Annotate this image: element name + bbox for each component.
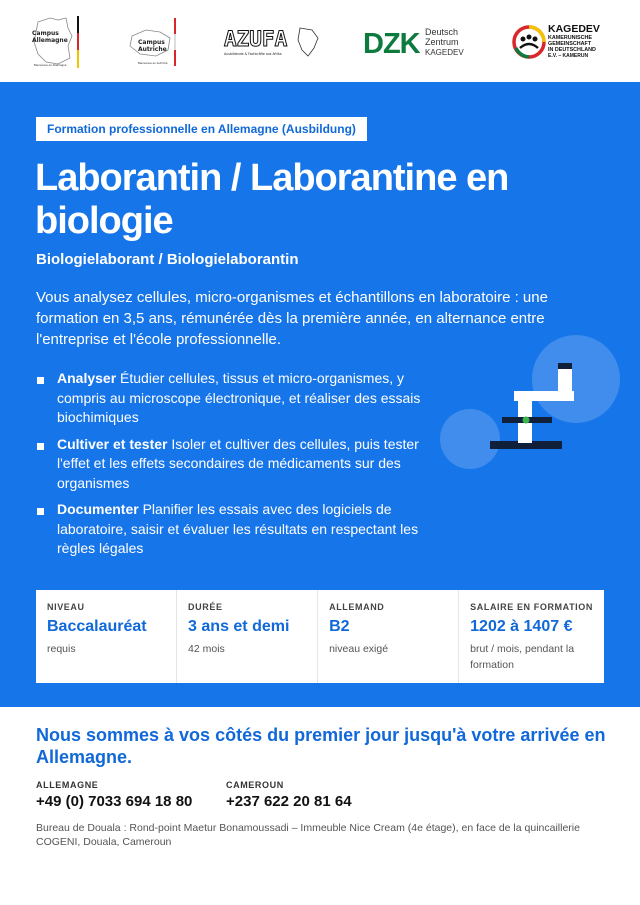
logo-wordmark: AZUFA	[224, 27, 288, 51]
logo-wordmark: DZK	[363, 28, 420, 58]
fact-value: 3 ans et demi	[188, 618, 290, 635]
task-text: Étudier cellules, tissus et micro-organismes, y compris au microscope électronique, et réaliser des essais biochimiques	[57, 370, 421, 425]
fact-duration	[177, 590, 318, 683]
category-badge: Formation professionnelle en Allemagne (Ausbildung)	[36, 117, 367, 141]
tagline: Nous sommes à vos côtés du premier jour jusqu'à votre arrivée en Allemagne.	[36, 725, 606, 767]
logo-text: Autriche	[138, 46, 167, 53]
logo-caption: Bienvenue en Autriche	[138, 62, 168, 65]
logo-text: Campus	[32, 30, 59, 37]
list-item	[36, 369, 436, 428]
fact-value: B2	[329, 618, 350, 635]
campus-autriche-logo	[126, 16, 180, 68]
logo-text: GEMEINSCHAFT	[548, 41, 592, 47]
fact-value: 1202 à 1407 €	[470, 618, 573, 635]
fact-salary	[459, 590, 604, 683]
bullet-square-icon	[37, 443, 44, 450]
fact-german	[318, 590, 459, 683]
fact-value: Baccalauréat	[47, 618, 147, 635]
list-item	[36, 435, 436, 494]
task-text: Isoler et cultiver des cellules, puis tester l'effet et les effets secondaires de médicaments sur des organismes	[57, 435, 419, 491]
logo-text: E.V. – KAMERUN	[548, 53, 589, 59]
logo-text: KAMERUNISCHE	[548, 35, 593, 41]
office-address: Bureau de Douala : Rond-point Maetur Bonamoussadi – Immeuble Nice Cream (4e étage), en face de la quincaillerie COGENI, Douala, Cameroun	[36, 822, 580, 848]
fact-note: 42 mois	[188, 643, 225, 655]
fact-level	[36, 590, 177, 683]
phone-number[interactable]: +237 622 20 81 64	[226, 793, 352, 810]
hero-section	[0, 82, 640, 707]
task-list	[36, 369, 436, 566]
logo-wordmark: KAGEDEV	[548, 23, 600, 35]
task-title: Cultiver et tester	[57, 435, 168, 452]
contact-label: CAMEROUN	[226, 780, 284, 790]
task-title: Analyser	[57, 370, 117, 386]
fact-note: brut / mois, pendant la formation	[470, 643, 575, 671]
bullet-square-icon	[37, 377, 44, 384]
task-title: Documenter	[57, 501, 139, 517]
fact-label: SALAIRE EN FORMATION	[470, 602, 593, 612]
logo-text: IN DEUTSCHLAND	[548, 47, 596, 53]
fact-note: niveau exigé	[329, 643, 389, 655]
fact-label: NIVEAU	[47, 602, 85, 612]
fact-note: requis	[47, 643, 76, 655]
logo-text: KAGEDEV	[425, 48, 464, 57]
logo-caption: Ausbildende & Fachkräfte aus Afrika	[224, 52, 282, 56]
page-subtitle: Biologielaborant / Biologielaborantin	[36, 251, 299, 268]
logo-text: Zentrum	[425, 37, 459, 47]
partner-logos	[0, 0, 640, 82]
contact-cameroon	[226, 780, 352, 810]
campus-allemagne-logo	[28, 14, 84, 70]
fact-label: DURÉE	[188, 602, 223, 612]
intro-text: Vous analysez cellules, micro-organismes et échantillons en laboratoire : une formation en 3,5 ans, rémunérée dès la première année, en alternance entre l'entreprise et l'école professionnelle.	[36, 289, 548, 348]
list-item	[36, 500, 436, 559]
logo-caption: Bienvenue en Allemagne	[34, 64, 67, 67]
key-facts	[36, 590, 604, 683]
logo-text: Campus	[138, 39, 165, 46]
contact-germany	[36, 780, 192, 810]
kagedev-logo	[511, 20, 611, 64]
page-title: Laborantin / Laborantine en biologie	[35, 157, 509, 242]
task-text: Planifier les essais avec des logiciels de laboratoire, saisir et évaluer les résultats en respectant les règles légales	[57, 501, 419, 556]
bullet-square-icon	[37, 508, 44, 515]
dzk-logo	[363, 26, 469, 58]
contact-label: ALLEMAGNE	[36, 780, 99, 790]
contact-section	[0, 707, 640, 905]
azufa-logo	[222, 24, 322, 60]
logo-text: Deutsch	[425, 27, 459, 37]
microscope-icon	[438, 327, 628, 477]
fact-label: ALLEMAND	[329, 602, 385, 612]
phone-number[interactable]: +49 (0) 7033 694 18 80	[36, 793, 193, 810]
logo-text: Allemagne	[32, 37, 68, 44]
